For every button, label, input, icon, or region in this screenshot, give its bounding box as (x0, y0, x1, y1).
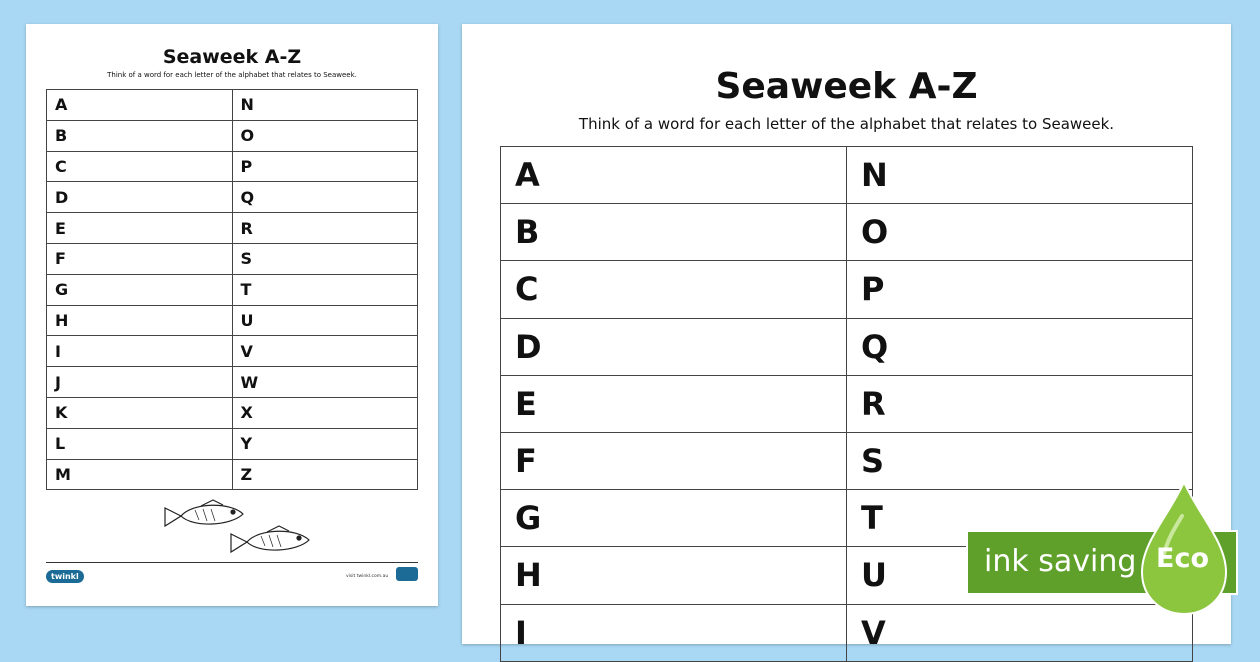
alphabet-table (46, 89, 418, 490)
letter-cell: N (232, 90, 418, 121)
letter-cell: H (47, 305, 233, 336)
table-row (47, 274, 418, 305)
letter-cell: V (232, 336, 418, 367)
letter-cell: B (501, 204, 847, 261)
instruction-text: Think of a word for each letter of the alphabet that relates to Seaweek. (107, 71, 357, 79)
table-row (501, 261, 1193, 318)
letter-cell: V (847, 604, 1193, 661)
letter-cell: C (501, 261, 847, 318)
letter-cell: R (847, 375, 1193, 432)
letter-cell: D (47, 182, 233, 213)
table-row (47, 151, 418, 182)
table-row (47, 243, 418, 274)
footer-badge-icon (396, 567, 418, 581)
table-row (47, 428, 418, 459)
letter-cell: U (232, 305, 418, 336)
table-row (47, 367, 418, 398)
letter-cell: L (47, 428, 233, 459)
letter-cell: U (847, 547, 1193, 604)
letter-cell: O (232, 120, 418, 151)
letter-cell: C (47, 151, 233, 182)
table-row (47, 397, 418, 428)
letter-cell: A (501, 147, 847, 204)
letter-cell: T (847, 490, 1193, 547)
letter-cell: P (232, 151, 418, 182)
letter-cell: P (847, 261, 1193, 318)
fish-illustration (161, 498, 321, 560)
letter-cell: G (501, 490, 847, 547)
footer-divider (46, 562, 418, 563)
table-row (47, 305, 418, 336)
letter-cell: T (232, 274, 418, 305)
table-row (47, 182, 418, 213)
letter-cell: F (501, 432, 847, 489)
letter-cell: N (847, 147, 1193, 204)
letter-cell: F (47, 243, 233, 274)
table-row (47, 120, 418, 151)
table-row (501, 604, 1193, 661)
letter-cell: M (47, 459, 233, 490)
letter-cell: B (47, 120, 233, 151)
letter-cell: Q (847, 318, 1193, 375)
table-row (47, 213, 418, 244)
table-row (47, 90, 418, 121)
table-row (47, 336, 418, 367)
letter-cell: S (232, 243, 418, 274)
letter-cell: R (232, 213, 418, 244)
letter-cell: J (47, 367, 233, 398)
table-row (501, 375, 1193, 432)
eco-label: Eco (1156, 543, 1209, 574)
letter-cell: Z (232, 459, 418, 490)
fish-icon (165, 500, 243, 526)
ink-saving-text: ink saving (984, 544, 1137, 579)
letter-cell: S (847, 432, 1193, 489)
letter-cell: A (47, 90, 233, 121)
worksheet-preview-small (26, 24, 438, 606)
letter-cell: E (501, 375, 847, 432)
letter-cell: O (847, 204, 1193, 261)
letter-cell: I (47, 336, 233, 367)
table-row (501, 318, 1193, 375)
letter-cell: H (501, 547, 847, 604)
instruction-text: Think of a word for each letter of the alphabet that relates to Seaweek. (578, 115, 1115, 133)
page-title: Seaweek A-Z (162, 46, 302, 68)
page-title: Seaweek A-Z (715, 66, 978, 107)
letter-cell: D (501, 318, 847, 375)
letter-cell: Y (232, 428, 418, 459)
letter-cell: X (232, 397, 418, 428)
fish-icon (231, 526, 309, 552)
letter-cell: Q (232, 182, 418, 213)
letter-cell: E (47, 213, 233, 244)
table-row (501, 204, 1193, 261)
twinkl-logo: twinkl (46, 570, 84, 583)
footer-url: visit twinkl.com.au (346, 574, 389, 579)
letter-cell: I (501, 604, 847, 661)
letter-cell: G (47, 274, 233, 305)
table-row (501, 147, 1193, 204)
letter-cell: K (47, 397, 233, 428)
letter-cell: W (232, 367, 418, 398)
table-row (47, 459, 418, 490)
table-row (501, 432, 1193, 489)
